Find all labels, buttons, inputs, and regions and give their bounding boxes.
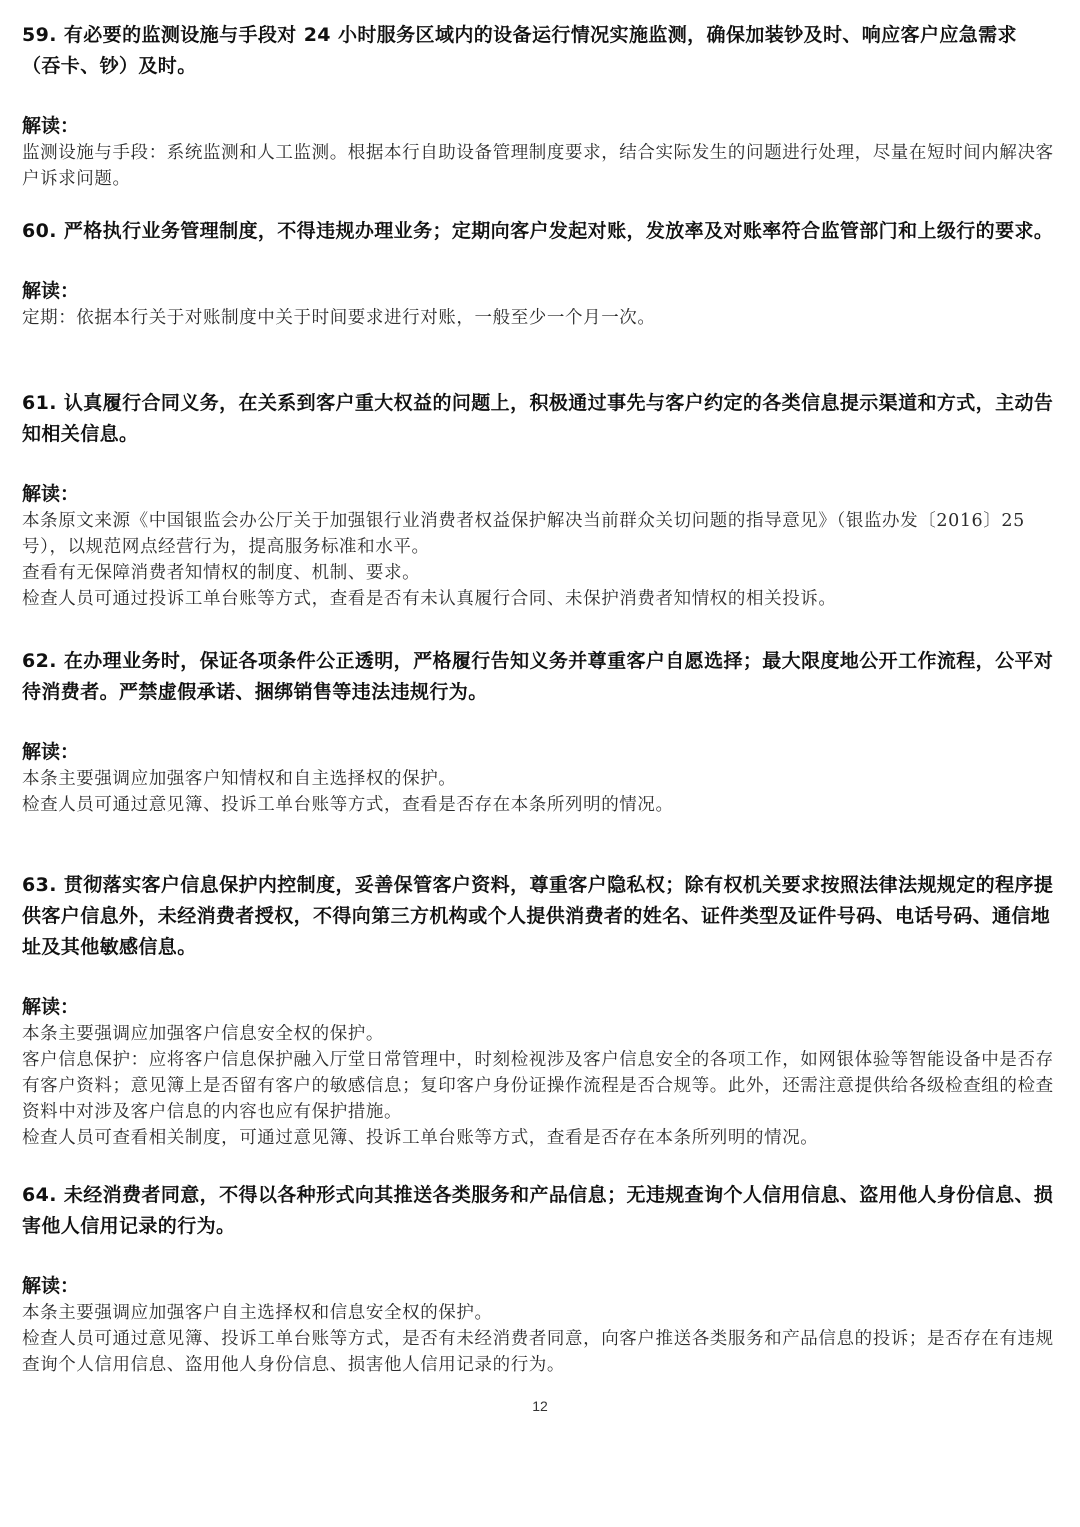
interpretation-paragraph: 监测设施与手段：系统监测和人工监测。根据本行自助设备管理制度要求，结合实际发生的问题进行处理，尽量在短时间内解决客户诉求问题。 <box>22 143 1054 189</box>
interpretation-label: 解读： <box>22 996 80 1018</box>
clause-61-section <box>22 388 1054 612</box>
interpretation-label: 解读： <box>22 1275 80 1297</box>
interpretation-label: 解读： <box>22 741 80 763</box>
clause-60-text: 60. 严格执行业务管理制度，不得违规办理业务；定期向客户发起对账，发放率及对账率符合监管部门和上级行的要求。 <box>22 220 1054 242</box>
clause-64-text: 64. 未经消费者同意，不得以各种形式向其推送各类服务和产品信息；无违规查询个人信用信息、盗用他人身份信息、损害他人信用记录的行为。 <box>22 1184 1054 1237</box>
interpretation-paragraph: 本条主要强调应加强客户自主选择权和信息安全权的保护。 <box>22 1303 493 1323</box>
clause-63-section <box>22 870 1054 1151</box>
interpretation-paragraph: 查看有无保障消费者知情权的制度、机制、要求。 <box>22 563 421 583</box>
clause-60-section <box>22 216 1054 331</box>
interpretation-paragraph: 客户信息保护：应将客户信息保护融入厅堂日常管理中，时刻检视涉及客户信息安全的各项工作，如网银体验等智能设备中是否存有客户资料；意见簿上是否留有客户的敏感信息；复印客户身份证操作流程是否合规等。此外，还需注意提供给各级检查组的检查资料中对涉及客户信息的内容也应有保护措施。 <box>22 1050 1054 1122</box>
interpretation-label: 解读： <box>22 483 80 505</box>
clause-63-text: 63. 贯彻落实客户信息保护内控制度，妥善保管客户资料，尊重客户隐私权；除有权机关要求按照法律法规规定的程序提供客户信息外，未经消费者授权，不得向第三方机构或个人提供消费者的姓名、证件类型及证件号码、电话号码、通信地址及其他敏感信息。 <box>22 874 1054 958</box>
interpretation-paragraph: 检查人员可通过意见簿、投诉工单台账等方式，查看是否存在本条所列明的情况。 <box>22 795 674 815</box>
interpretation-paragraph: 本条主要强调应加强客户知情权和自主选择权的保护。 <box>22 769 457 789</box>
interpretation-paragraph: 本条原文来源《中国银监会办公厅关于加强银行业消费者权益保护解决当前群众关切问题的指导意见》（银监办发〔2016〕25 号），以规范网点经营行为，提高服务标准和水平。 <box>22 511 1025 557</box>
clause-61-text: 61. 认真履行合同义务，在关系到客户重大权益的问题上，积极通过事先与客户约定的各类信息提示渠道和方式，主动告知相关信息。 <box>22 392 1054 445</box>
interpretation-paragraph: 本条主要强调应加强客户信息安全权的保护。 <box>22 1024 384 1044</box>
clause-59-text: 59. 有必要的监测设施与手段对 24 小时服务区域内的设备运行情况实施监测，确保加装钞及时、响应客户应急需求（吞卡、钞）及时。 <box>22 24 1017 77</box>
clause-59-section <box>22 20 1054 192</box>
interpretation-paragraph: 定期：依据本行关于对账制度中关于时间要求进行对账，一般至少一个月一次。 <box>22 308 656 328</box>
interpretation-label: 解读： <box>22 115 80 137</box>
clause-62-text: 62. 在办理业务时，保证各项条件公正透明，严格履行告知义务并尊重客户自愿选择；最大限度地公开工作流程，公平对待消费者。严禁虚假承诺、捆绑销售等违法违规行为。 <box>22 650 1054 703</box>
page-number: 12 <box>532 1398 548 1414</box>
interpretation-paragraph: 检查人员可通过意见簿、投诉工单台账等方式，是否有未经消费者同意，向客户推送各类服务和产品信息的投诉；是否存在有违规查询个人信用信息、盗用他人身份信息、损害他人信用记录的行为。 <box>22 1329 1054 1375</box>
interpretation-paragraph: 检查人员可通过投诉工单台账等方式，查看是否有未认真履行合同、未保护消费者知情权的相关投诉。 <box>22 589 837 609</box>
interpretation-label: 解读： <box>22 280 80 302</box>
clause-62-section <box>22 646 1054 818</box>
clause-64-section <box>22 1180 1054 1378</box>
interpretation-paragraph: 检查人员可查看相关制度，可通过意见簿、投诉工单台账等方式，查看是否存在本条所列明的情况。 <box>22 1128 819 1148</box>
